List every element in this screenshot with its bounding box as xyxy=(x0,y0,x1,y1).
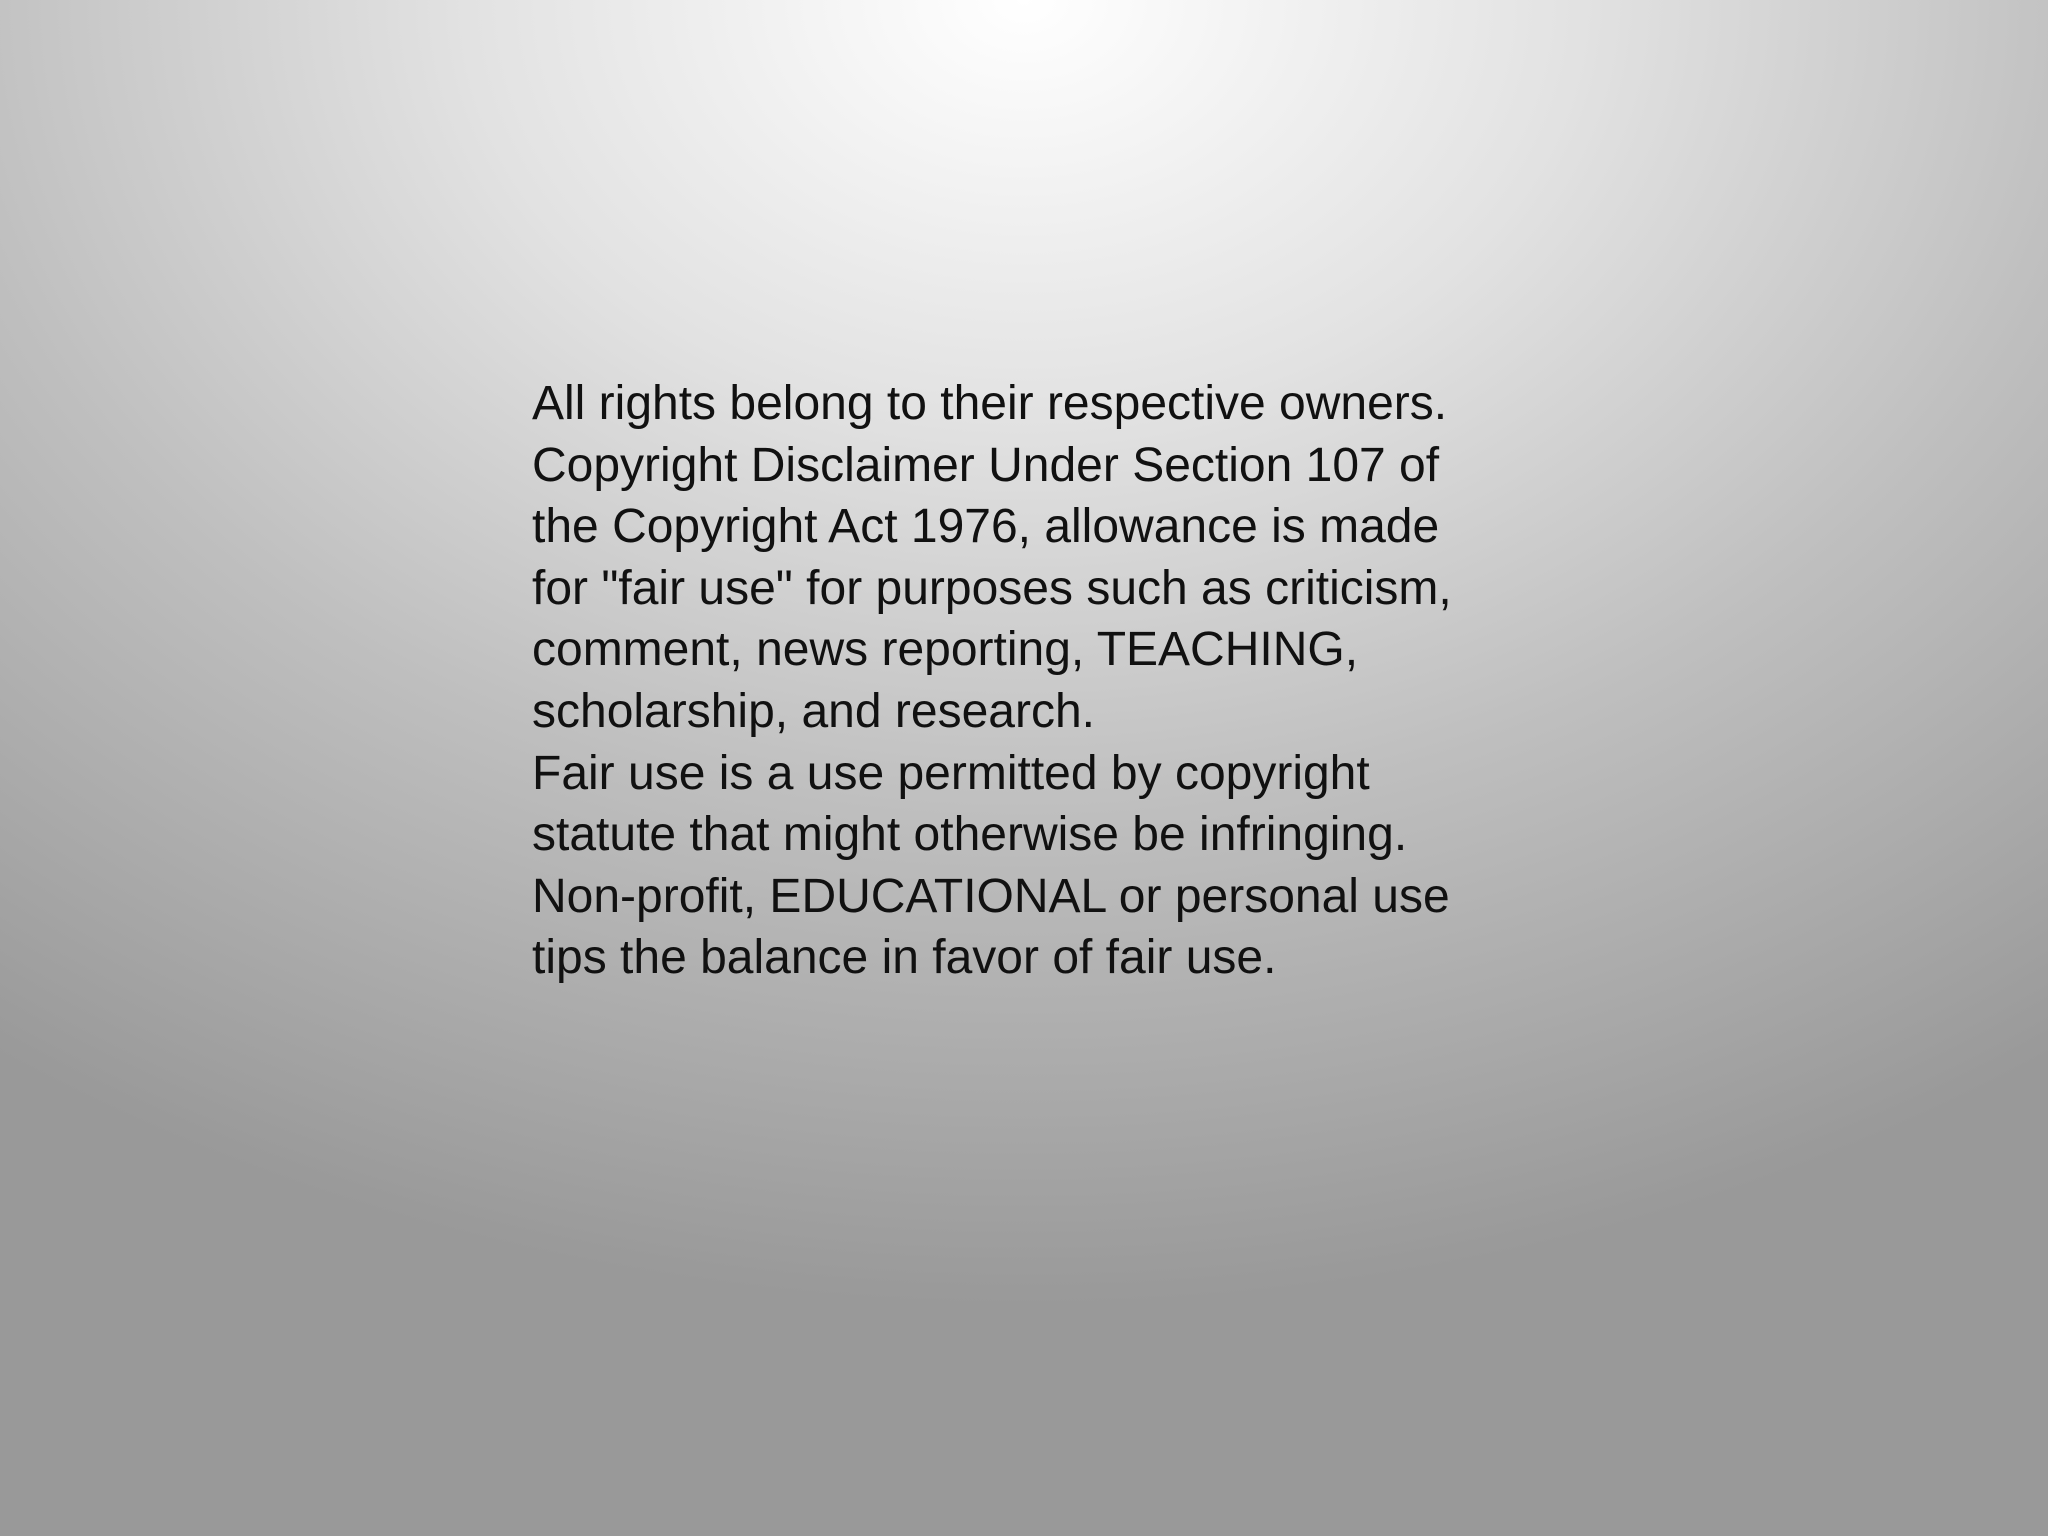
disclaimer-line: Fair use is a use permitted by copyright xyxy=(532,746,1370,800)
disclaimer-line: the Copyright Act 1976, allowance is made xyxy=(532,500,1440,554)
disclaimer-line: for "fair use" for purposes such as criticism, xyxy=(532,561,1452,615)
disclaimer-line: scholarship, and research. xyxy=(532,684,1095,738)
disclaimer-line: tips the balance in favor of fair use. xyxy=(532,931,1277,985)
disclaimer-line: comment, news reporting, TEACHING, xyxy=(532,623,1359,677)
copyright-disclaimer-text xyxy=(532,373,1592,989)
disclaimer-line: statute that might otherwise be infringing. xyxy=(532,808,1408,862)
disclaimer-line: All rights belong to their respective owners. xyxy=(532,377,1448,430)
disclaimer-line: Copyright Disclaimer Under Section 107 of xyxy=(532,438,1440,492)
disclaimer-line: Non-profit, EDUCATIONAL or personal use xyxy=(532,869,1450,923)
